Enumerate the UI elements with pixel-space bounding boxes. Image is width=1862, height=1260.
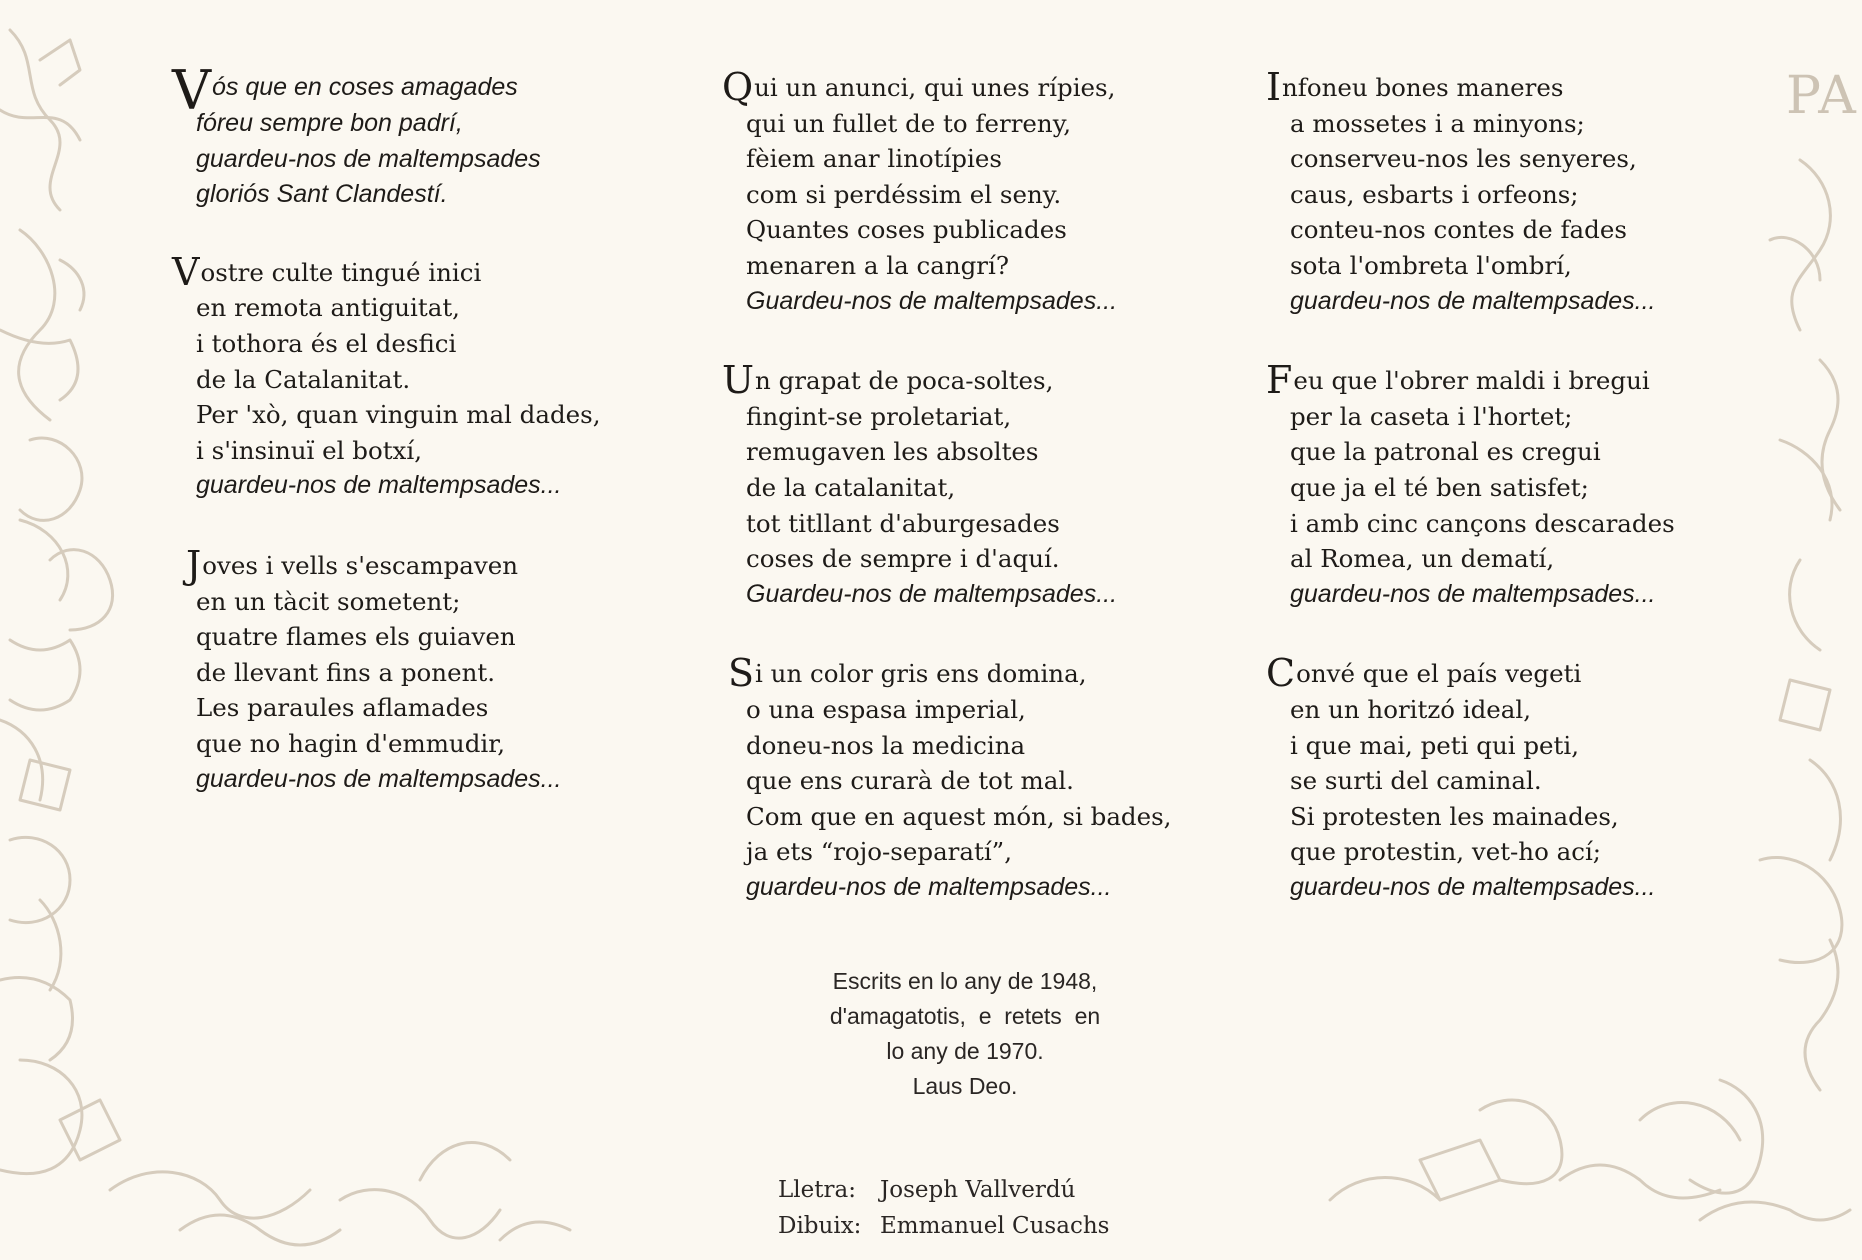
stanza-refrain: guardeu-nos de maltempsades... <box>746 872 1112 901</box>
dropcap: V <box>172 249 200 294</box>
stanza-line: que ens curarà de tot mal. <box>746 766 1074 796</box>
stanza-line: que no hagin d'emmudir, <box>196 728 506 758</box>
stanza-5 <box>722 358 1171 612</box>
stanza-line: Un grapat de poca-soltes, <box>722 358 1054 403</box>
dropcap: F <box>1266 358 1293 403</box>
stanza-1 <box>172 59 601 213</box>
dropcap: C <box>1266 651 1296 696</box>
poem-column-2 <box>722 65 1172 949</box>
credit-lyrics-label: Lletra: <box>778 1177 856 1203</box>
stanza-line: Si un color gris ens domina, <box>728 651 1087 696</box>
stanza-line: de la Catalanitat. <box>196 364 411 394</box>
stanza-line: que ja el té ben satisfet; <box>1290 472 1589 502</box>
stanza-line: fóreu sempre bon padrí, <box>196 109 463 137</box>
stanza-line: doneu-nos la medicina <box>746 730 1026 760</box>
stanza-line: Vostre culte tingué inici <box>172 249 482 294</box>
stanza-line: i s'insinuï el botxí, <box>196 435 422 465</box>
stanza-line: Quantes coses publicades <box>746 215 1067 245</box>
dropcap: U <box>722 358 755 403</box>
stanza-line: quatre flames els guiaven <box>196 622 516 652</box>
stanza-line: Qui un anunci, qui unes rípies, <box>722 65 1116 109</box>
credits <box>778 1172 1109 1244</box>
stanza-line: i amb cinc cançons descarades <box>1290 508 1675 538</box>
colophon-line: d'amagatotis, e retets en <box>829 1003 1101 1029</box>
stanza-line: menaren a la cangrí? <box>746 250 1009 280</box>
stanza-4 <box>722 65 1171 319</box>
credit-lyrics-name: Joseph Vallverdú <box>880 1177 1076 1203</box>
stanza-line: de llevant fins a ponent. <box>196 657 496 687</box>
stanza-line: Com que en aquest món, si bades, <box>746 801 1172 831</box>
stanza-line: Per 'xò, quan vinguin mal dades, <box>196 400 601 430</box>
credit-drawing-name: Emmanuel Cusachs <box>880 1213 1110 1239</box>
stanza-line: i tothora és el desfici <box>196 328 457 358</box>
dropcap: S <box>728 651 755 696</box>
colophon <box>740 964 1190 1104</box>
stanza-line: per la caseta i l'hortet; <box>1290 401 1573 431</box>
stanza-line: o una espasa imperial, <box>746 694 1026 724</box>
stanza-line: coses de sempre i d'aquí. <box>746 544 1060 574</box>
stanza-6 <box>722 651 1172 905</box>
stanza-line: a mossetes i a minyons; <box>1290 108 1585 138</box>
stanza-2 <box>172 249 601 504</box>
stanza-line: en remota antiguitat, <box>196 293 460 323</box>
stanza-3 <box>172 542 601 797</box>
stanza-line: tot titllant d'aburgesades <box>746 508 1060 538</box>
stanza-line: ja ets “rojo-separatí”, <box>746 837 1012 867</box>
credit-lyrics <box>778 1172 1109 1208</box>
stanza-line: Infoneu bones maneres <box>1266 65 1564 109</box>
stanza-refrain: guardeu-nos de maltempsades... <box>1290 579 1656 608</box>
stanza-line: conserveu-nos les senyeres, <box>1290 144 1637 174</box>
stanza-line: com si perdéssim el seny. <box>746 179 1062 209</box>
stanza-line: que protestin, vet-ho ací; <box>1290 837 1602 867</box>
stanza-line: en un tàcit sometent; <box>196 586 461 616</box>
stanza-line: Joves i vells s'escampaven <box>186 542 519 587</box>
colophon-line: Escrits en lo any de 1948, <box>832 968 1098 994</box>
stanza-8 <box>1266 358 1675 612</box>
credit-drawing-label: Dibuix: <box>778 1213 862 1239</box>
stanza-line: que la patronal es cregui <box>1290 437 1601 467</box>
stanza-line: Les paraules aflamades <box>196 693 489 723</box>
stanza-line: fingint-se proletariat, <box>746 401 1012 431</box>
stanza-refrain: guardeu-nos de maltempsades... <box>196 471 562 500</box>
dropcap: Q <box>722 65 754 109</box>
stanza-line: fèiem anar linotípies <box>746 144 1002 174</box>
stanza-line: sota l'ombreta l'ombrí, <box>1290 250 1572 280</box>
poem-column-1 <box>172 59 601 841</box>
stanza-refrain: guardeu-nos de maltempsades... <box>1290 286 1656 315</box>
stanza-line: remugaven les absoltes <box>746 437 1039 467</box>
stanza-line: caus, esbarts i orfeons; <box>1290 179 1579 209</box>
stanza-line: Si protesten les mainades, <box>1290 801 1619 831</box>
colophon-line: Laus Deo. <box>912 1073 1018 1099</box>
stanza-refrain: guardeu-nos de maltempsades... <box>1290 872 1656 901</box>
stanza-line: guardeu-nos de maltempsades <box>196 144 541 173</box>
stanza-refrain: Guardeu-nos de maltempsades... <box>746 286 1118 315</box>
stanza-line: gloriós Sant Clandestí. <box>196 180 448 209</box>
stanza-line: en un horitzó ideal, <box>1290 694 1532 724</box>
colophon-line: lo any de 1970. <box>886 1038 1044 1064</box>
stanza-line: Convé que el país vegeti <box>1266 651 1582 696</box>
stanza-line: de la catalanitat, <box>746 472 956 502</box>
stanza-line: Vós que en coses amagades <box>172 59 518 122</box>
stanza-refrain: guardeu-nos de maltempsades... <box>196 764 562 793</box>
dropcap: I <box>1266 65 1282 109</box>
stanza-refrain: Guardeu-nos de maltempsades... <box>746 579 1118 608</box>
dropcap: V <box>172 59 211 122</box>
poem-column-3 <box>1266 65 1675 949</box>
dropcap: J <box>186 542 202 587</box>
stanza-9 <box>1266 651 1675 905</box>
credit-drawing <box>778 1208 1109 1244</box>
corner-header-fragment: PA <box>1786 66 1858 126</box>
stanza-line: al Romea, un dematí, <box>1290 544 1555 574</box>
stanza-line: i que mai, peti qui peti, <box>1290 730 1580 760</box>
stanza-line: qui un fullet de to ferreny, <box>746 108 1072 138</box>
stanza-line: conteu-nos contes de fades <box>1290 215 1627 245</box>
stanza-line: Feu que l'obrer maldi i bregui <box>1266 358 1650 403</box>
stanza-line: se surti del caminal. <box>1290 766 1542 796</box>
stanza-7 <box>1266 65 1675 319</box>
